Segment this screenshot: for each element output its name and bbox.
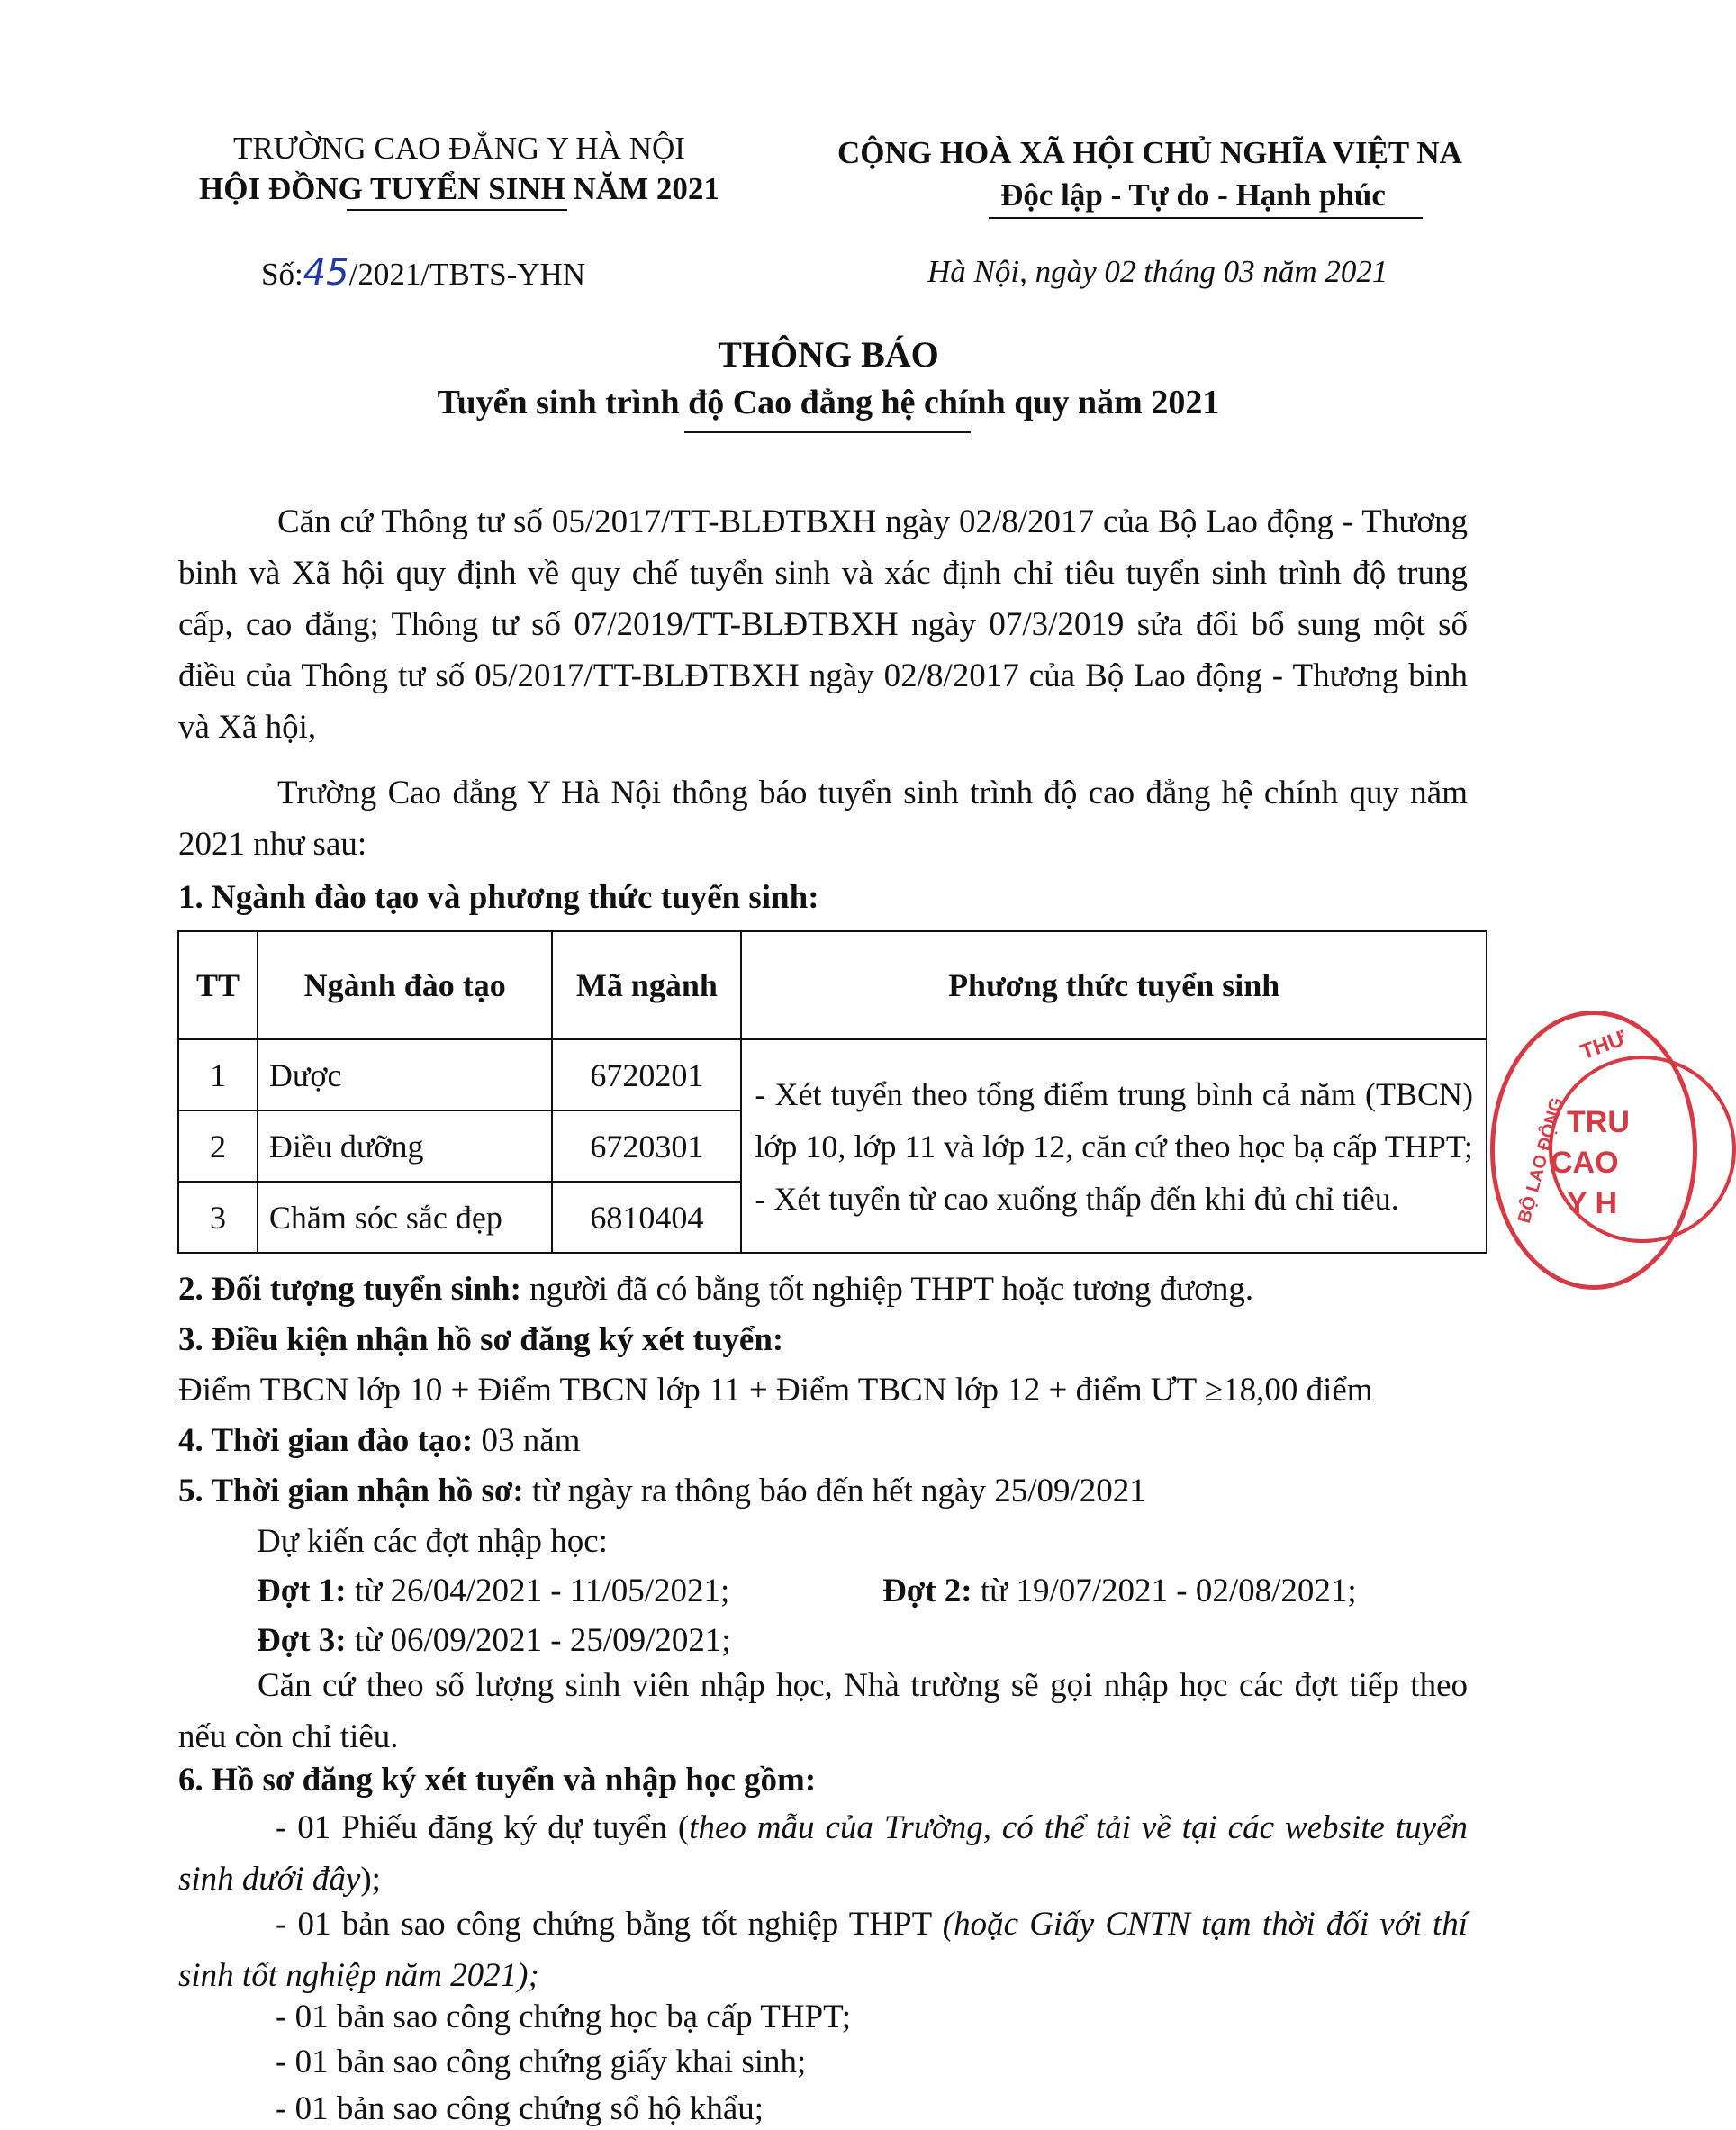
stamp-line-2: CAO (1551, 1146, 1619, 1180)
notice-title: THÔNG BÁO (718, 334, 939, 375)
th-program: Ngành đào tạo (258, 931, 553, 1039)
section-5 (178, 1472, 1146, 1510)
doc-date: Hà Nội, ngày 02 tháng 03 năm 2021 (927, 254, 1388, 289)
section-3-formula: Điểm TBCN lớp 10 + Điểm TBCN lớp 11 + Điểm TBCN lớp 12 + điểm ƯT ≥18,00 điểm (178, 1372, 1373, 1409)
intake-3-text: từ 06/09/2021 - 25/09/2021; (346, 1622, 731, 1659)
section-1-heading: 1. Ngành đào tạo và phương thức tuyển sinh: (178, 879, 819, 916)
row-program: Dược (258, 1039, 553, 1110)
doc-number-handwritten: 45 (303, 252, 349, 294)
intro-paragraph-1: Căn cứ Thông tư số 05/2017/TT-BLĐTBXH ngày 02/8/2017 của Bộ Lao động - Thương binh và Xã hội quy định về quy chế tuyển sinh và xác định chỉ tiêu tuyển sinh trình độ trung cấp, cao đẳng; Thông tư số 07/2019/TT-BLĐTBXH ngày 07/3/2019 sửa đổi bổ sung một số điều của Thông tư số 05/2017/TT-BLĐTBXH ngày 02/8/2017 của Bộ Lao động - Thương binh và Xã hội, (178, 503, 1468, 746)
intake-3-label: Đợt 3: (257, 1622, 347, 1659)
document-item: - 01 bản sao công chứng giấy khai sinh; (276, 2044, 807, 2080)
intake-1-text: từ 26/04/2021 - 11/05/2021; (346, 1573, 730, 1609)
document-item-text: - 01 Phiếu đăng ký dự tuyển ( (276, 1809, 690, 1846)
method-cell (741, 1039, 1487, 1253)
method-item: - Xét tuyển theo tổng điểm trung bình cả năm (TBCN) lớp 10, lớp 11 và lớp 12, căn cứ theo học bạ cấp THPT; (755, 1075, 1473, 1165)
section-2-text: người đã có bằng tốt nghiệp THPT hoặc tương đương. (520, 1271, 1254, 1308)
intake-2-text: từ 19/07/2021 - 02/08/2021; (972, 1573, 1357, 1609)
document-item: - 01 bản sao công chứng học bạ cấp THPT; (276, 1999, 851, 2035)
motto: Độc lập - Tự do - Hạnh phúc (1000, 177, 1386, 213)
section-2 (178, 1270, 1253, 1309)
doc-number (261, 252, 585, 294)
document-item: - 01 bản sao công chứng sổ hộ khẩu; (276, 2090, 764, 2127)
row-code: 6720201 (552, 1039, 741, 1110)
section-3-heading: 3. Điều kiện nhận hồ sơ đăng ký xét tuyển: (178, 1321, 784, 1358)
intake-3 (257, 1621, 731, 1660)
country-name: CỘNG HOÀ XÃ HỘI CHỦ NGHĨA VIỆT NA (837, 135, 1462, 170)
subtitle-underline (684, 431, 971, 433)
doc-number-suffix: /2021/TBTS-YHN (348, 257, 586, 292)
th-code: Mã ngành (552, 931, 741, 1039)
section-4-text: 03 năm (473, 1422, 581, 1459)
section-6-heading: 6. Hồ sơ đăng ký xét tuyển và nhập học gồm: (178, 1762, 817, 1799)
section-5-text: từ ngày ra thông báo đến hết ngày 25/09/2021 (523, 1473, 1146, 1509)
document-item-italic: (hoặc Giấy CNTN tạm thời đối với thí sinh tốt nghiệp năm 2021); (178, 1906, 1469, 1994)
document-item (178, 1802, 1468, 1905)
row-tt: 3 (178, 1182, 258, 1253)
intro-paragraph-2: Trường Cao đẳng Y Hà Nội thông báo tuyển sinh trình độ cao đẳng hệ chính quy năm 2021 như sau: (178, 775, 1468, 863)
document-item-italic: theo mẫu của Trường, có thể tải về tại các website tuyển sinh dưới đây (178, 1809, 1468, 1898)
intake-note: Căn cứ theo số lượng sinh viên nhập học, Nhà trường sẽ gọi nhập học các đợt tiếp theo nếu còn chỉ tiêu. (178, 1667, 1468, 1755)
row-tt: 1 (178, 1039, 258, 1110)
row-program: Điều dưỡng (258, 1110, 553, 1182)
document-item-end: ); (360, 1861, 381, 1898)
table-header-row (178, 931, 1487, 1039)
section-4 (178, 1421, 580, 1460)
council-underline (347, 209, 567, 211)
stamp-arc-text: THƯ (1577, 1025, 1630, 1065)
motto-underline (989, 217, 1423, 219)
intake-intro: Dự kiến các đợt nhập học: (257, 1523, 608, 1560)
row-code: 6810404 (552, 1182, 741, 1253)
doc-number-prefix: Số: (261, 257, 303, 292)
school-name: TRƯỜNG CAO ĐẲNG Y HÀ NỘI (233, 131, 685, 166)
council-name: HỘI ĐỒNG TUYỂN SINH NĂM 2021 (199, 171, 719, 206)
intake-1-label: Đợt 1: (257, 1573, 347, 1609)
method-item: - Xét tuyển từ cao xuống thấp đến khi đủ chỉ tiêu. (755, 1180, 1399, 1217)
red-stamp (1490, 1011, 1697, 1290)
notice-subtitle: Tuyển sinh trình độ Cao đẳng hệ chính quy năm 2021 (437, 384, 1220, 421)
intake-2 (882, 1572, 1357, 1610)
intake-2-label: Đợt 2: (882, 1573, 972, 1609)
document-item-text: - 01 bản sao công chứng bằng tốt nghiệp THPT (276, 1906, 943, 1943)
section-4-label: 4. Thời gian đào tạo: (178, 1422, 474, 1459)
row-program: Chăm sóc sắc đẹp (258, 1182, 553, 1253)
intake-1 (257, 1572, 729, 1610)
stamp-line-3: Y H (1567, 1186, 1618, 1220)
row-tt: 2 (178, 1110, 258, 1182)
row-code: 6720301 (552, 1110, 741, 1182)
stamp-line-1: TRU (1567, 1105, 1630, 1139)
programs-table (177, 930, 1487, 1254)
th-tt: TT (178, 931, 258, 1039)
document-item (178, 1899, 1468, 2001)
section-5-label: 5. Thời gian nhận hồ sơ: (178, 1473, 524, 1509)
stamp-side-text: BỘ LAO ĐỘNG (1514, 1095, 1568, 1226)
table-row (178, 1039, 1487, 1110)
th-method: Phương thức tuyển sinh (741, 931, 1487, 1039)
section-2-label: 2. Đối tượng tuyển sinh: (178, 1271, 521, 1308)
